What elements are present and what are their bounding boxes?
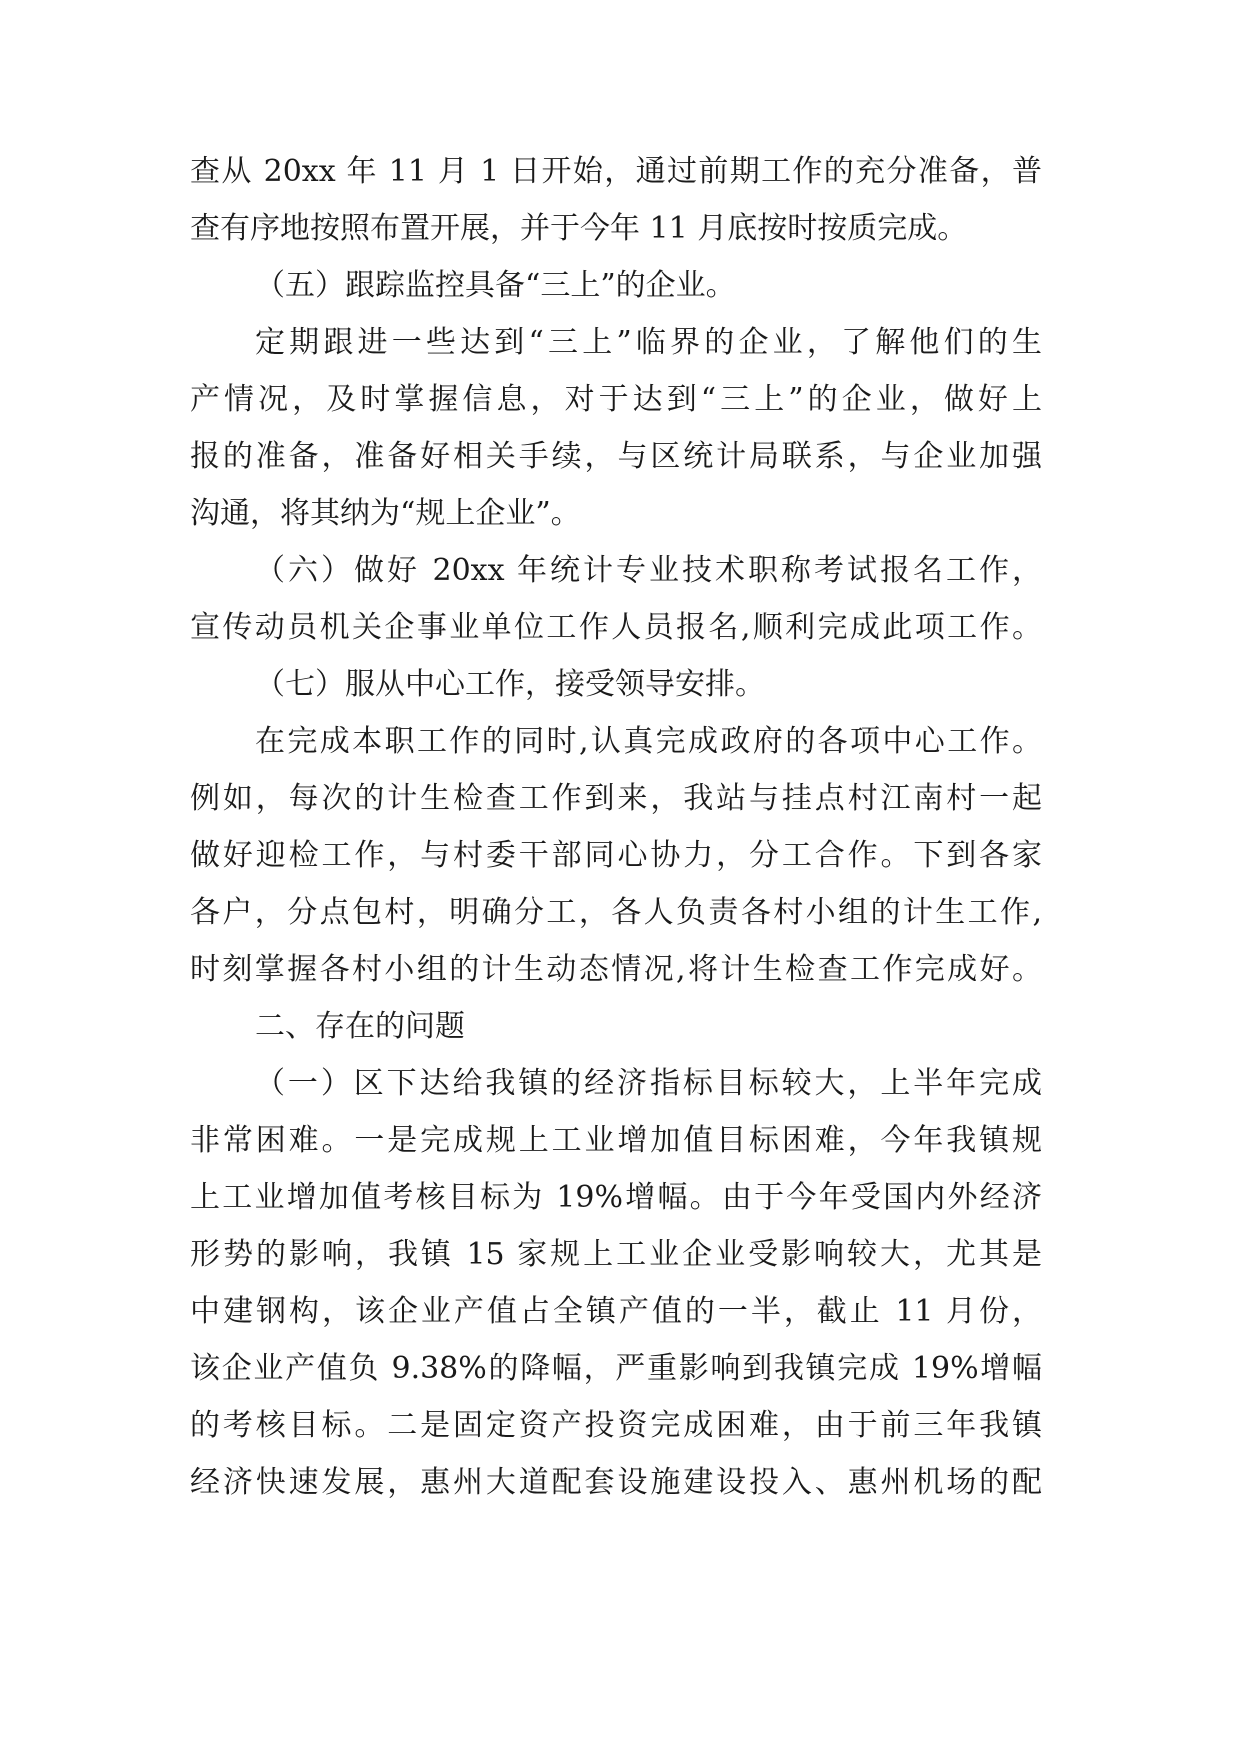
text-line-18: 非常困难。一是完成规上工业增加值目标困难，今年我镇规 — [190, 1123, 1042, 1158]
text-line-20: 形势的影响，我镇 15 家规上工业企业受影响较大，尤其是 — [190, 1237, 1042, 1272]
text-line-13: 做好迎检工作，与村委干部同心协力，分工合作。下到各家 — [190, 838, 1042, 873]
text-line-7: 沟通，将其纳为“规上企业”。 — [190, 496, 581, 531]
text-line-6: 报的准备，准备好相关手续，与区统计局联系，与企业加强 — [190, 439, 1042, 474]
chapter-heading-2: 二、存在的问题 — [255, 1009, 465, 1044]
text-line-9: 宣传动员机关企事业单位工作人员报名,顺利完成此项工作。 — [190, 610, 1042, 645]
text-line-11: 在完成本职工作的同时,认真完成政府的各项中心工作。 — [255, 724, 1042, 759]
text-line-12: 例如，每次的计生检查工作到来，我站与挂点村江南村一起 — [190, 781, 1042, 816]
section-heading-7: （七）服从中心工作，接受领导安排。 — [255, 667, 765, 702]
text-line-15: 时刻掌握各村小组的计生动态情况,将计生检查工作完成好。 — [190, 952, 1042, 987]
text-line-22: 该企业产值负 9.38%的降幅，严重影响到我镇完成 19%增幅 — [190, 1351, 1042, 1386]
text-line-23: 的考核目标。二是固定资产投资完成困难，由于前三年我镇 — [190, 1408, 1042, 1443]
text-line-5: 产情况，及时掌握信息，对于达到“三上”的企业，做好上 — [190, 382, 1042, 417]
text-line-21: 中建钢构，该企业产值占全镇产值的一半，截止 11 月份， — [190, 1294, 1042, 1329]
section-heading-6: （六）做好 20xx 年统计专业技术职称考试报名工作， — [255, 553, 1042, 588]
text-line-24: 经济快速发展，惠州大道配套设施建设投入、惠州机场的配 — [190, 1465, 1042, 1500]
text-line-14: 各户，分点包村，明确分工，各人负责各村小组的计生工作, — [190, 895, 1042, 930]
text-line-2: 查有序地按照布置开展，并于今年 11 月底按时按质完成。 — [190, 211, 968, 246]
section-heading-5: （五）跟踪监控具备“三上”的企业。 — [255, 268, 736, 303]
text-line-4: 定期跟进一些达到“三上”临界的企业，了解他们的生 — [255, 325, 1042, 360]
text-line-1: 查从 20xx 年 11 月 1 日开始，通过前期工作的充分准备，普 — [190, 154, 1042, 189]
text-line-19: 上工业增加值考核目标为 19%增幅。由于今年受国内外经济 — [190, 1180, 1042, 1215]
section-heading-1: （一）区下达给我镇的经济指标目标较大，上半年完成 — [255, 1066, 1042, 1101]
